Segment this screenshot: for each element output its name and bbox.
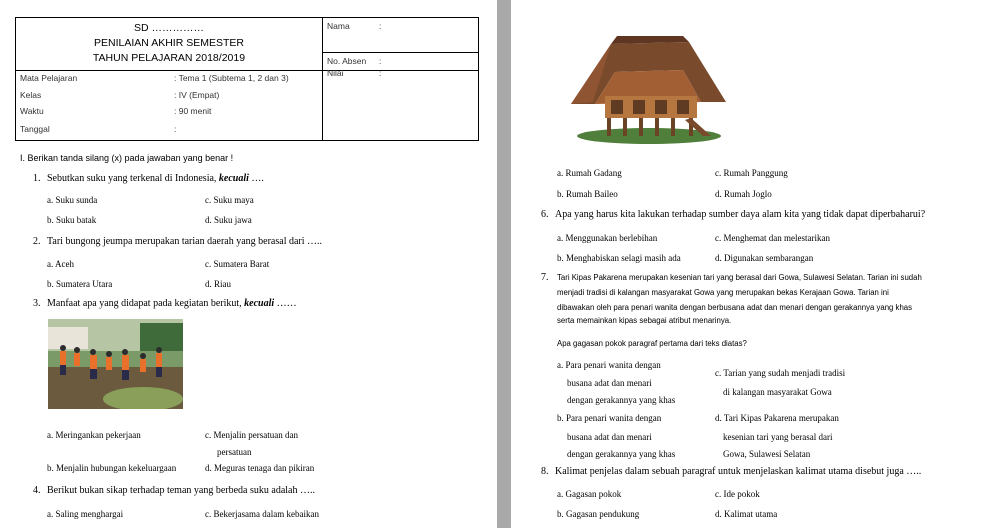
student-cell-bottom <box>323 68 479 141</box>
q7-paragraph-line3: dibawakan oleh para penari wanita dengan berbusana adat dan menari dengan gerakannya yang khas <box>557 303 913 312</box>
traditional-house-illustration <box>571 36 726 146</box>
page-left <box>0 0 497 528</box>
q1-tail: …. <box>248 173 264 184</box>
q2-number: 2. <box>33 236 41 247</box>
name-label: Nama <box>327 21 350 31</box>
q5-option-a[interactable]: a. Rumah Gadang <box>557 168 622 178</box>
q1-option-d[interactable]: d. Suku jawa <box>205 215 252 225</box>
exam-info-cell <box>16 71 323 141</box>
info-label-kelas: Kelas <box>20 90 42 100</box>
info-value-kelas: : IV (Empat) <box>174 90 220 100</box>
q6-option-d[interactable]: d. Digunakan sembarangan <box>715 253 814 263</box>
nilai-colon: : <box>379 68 382 78</box>
q7-option-d-line1[interactable]: d. Tari Kipas Pakarena merupakan <box>715 413 839 423</box>
q8-option-a[interactable]: a. Gagasan pokok <box>557 489 622 499</box>
q3-stem: Manfaat apa yang didapat pada kegiatan berikut, <box>47 298 245 309</box>
q7-option-c-line2: di kalangan masyarakat Gowa <box>723 387 832 397</box>
q1-number: 1. <box>33 173 41 184</box>
q7-option-d-line3: Gowa, Sulawesi Selatan <box>723 449 811 459</box>
q2-option-d[interactable]: d. Riau <box>205 279 231 289</box>
q7-paragraph-line1: Tari Kipas Pakarena merupakan kesenian tari yang berasal dari Gowa, Sulawesi Selatan. Tarian ini sudah <box>557 273 922 282</box>
exam-title-cell <box>16 18 323 71</box>
q1-option-c[interactable]: c. Suku maya <box>205 195 254 205</box>
exam-year: TAHUN PELAJARAN 2018/2019 <box>92 52 246 64</box>
student-cell-top <box>323 18 479 71</box>
name-colon: : <box>379 21 382 31</box>
q3-option-c-line2: persatuan <box>217 447 252 457</box>
q4-option-c[interactable]: c. Bekerjasama dalam kebaikan <box>205 509 319 519</box>
q4-number: 4. <box>33 485 41 496</box>
q4-option-a[interactable]: a. Saling menghargai <box>47 509 124 519</box>
q8-text: Kalimat penjelas dalam sebuah paragraf untuk menjelaskan kalimat utama disebut juga ….. <box>555 466 922 477</box>
q7-paragraph-line4: serta memainkan kipas sebagai atribut menarinya. <box>557 316 732 325</box>
q1-stem: Sebutkan suku yang terkenal di Indonesia, <box>47 173 219 184</box>
instruction-text: I. Berikan tanda silang (x) pada jawaban yang benar ! <box>20 153 234 163</box>
q7-option-b-line3: dengan gerakannya yang khas <box>567 449 676 459</box>
q7-option-a-line1[interactable]: a. Para penari wanita dengan <box>557 360 661 370</box>
q3-option-c-line1[interactable]: c. Menjalin persatuan dan <box>205 430 298 440</box>
q7-option-d-line2: kesenian tari yang berasal dari <box>723 432 833 442</box>
info-label-waktu: Waktu <box>20 106 44 116</box>
page-right <box>511 0 1005 528</box>
q7-option-b-line1[interactable]: b. Para penari wanita dengan <box>557 413 662 423</box>
info-value-mapel: : Tema 1 (Subtema 1, 2 dan 3) <box>174 73 289 83</box>
q1-text <box>47 173 264 184</box>
q3-text <box>47 298 297 309</box>
q7-option-a-line3: dengan gerakannya yang khas <box>567 395 676 405</box>
q6-text: Apa yang harus kita lakukan terhadap sumber daya alam kita yang tidak dapat diperbaharui? <box>555 209 926 220</box>
q3-number: 3. <box>33 298 41 309</box>
q7-option-c-line1[interactable]: c. Tarian yang sudah menjadi tradisi <box>715 368 846 378</box>
absen-colon: : <box>379 56 382 66</box>
info-label-tanggal: Tanggal <box>20 124 50 134</box>
q7-option-b-line2: busana adat dan menari <box>567 432 652 442</box>
q1-option-b[interactable]: b. Suku batak <box>47 215 97 225</box>
q5-option-d[interactable]: d. Rumah Joglo <box>715 189 772 199</box>
page-gutter <box>497 0 511 528</box>
student-divider <box>323 52 478 53</box>
info-value-tanggal: : <box>174 124 177 134</box>
q2-option-c[interactable]: c. Sumatera Barat <box>205 259 270 269</box>
q6-option-b[interactable]: b. Menghabiskan selagi masih ada <box>557 253 681 263</box>
q3-tail: …… <box>274 298 297 309</box>
q7-question: Apa gagasan pokok paragraf pertama dari teks diatas? <box>557 339 747 348</box>
q3-option-a[interactable]: a. Meringankan pekerjaan <box>47 430 141 440</box>
q3-option-d[interactable]: d. Meguras tenaga dan pikiran <box>205 463 315 473</box>
q3-option-b[interactable]: b. Menjalin hubungan kekeluargaan <box>47 463 177 473</box>
q7-number: 7. <box>541 272 549 283</box>
q6-option-a[interactable]: a. Menggunakan berlebihan <box>557 233 658 243</box>
q1-emphasis: kecuali <box>218 173 249 184</box>
q7-paragraph-line2: menjadi tradisi di kalangan masyarakat Gowa yang merupakan bekas Kerajaan Gowa. Tarian ini <box>557 288 889 297</box>
exam-header-table <box>15 17 479 141</box>
q8-number: 8. <box>541 466 549 477</box>
q5-option-b[interactable]: b. Rumah Baileo <box>557 189 618 199</box>
school-name: SD …………… <box>133 22 204 34</box>
exam-title: PENILAIAN AKHIR SEMESTER <box>94 37 244 49</box>
info-value-waktu: : 90 menit <box>174 106 212 116</box>
q6-option-c[interactable]: c. Menghemat dan melestarikan <box>715 233 830 243</box>
q8-option-b[interactable]: b. Gagasan pendukung <box>557 509 640 519</box>
q7-option-a-line2: busana adat dan menari <box>567 378 652 388</box>
q1-option-a[interactable]: a. Suku sunda <box>47 195 98 205</box>
q2-text: Tari bungong jeumpa merupakan tarian daerah yang berasal dari ….. <box>47 236 323 247</box>
q8-option-d[interactable]: d. Kalimat utama <box>715 509 778 519</box>
q5-option-c[interactable]: c. Rumah Panggung <box>715 168 788 178</box>
q2-option-b[interactable]: b. Sumatera Utara <box>47 279 113 289</box>
nilai-label: Nilai <box>327 68 344 78</box>
q2-option-a[interactable]: a. Aceh <box>47 259 74 269</box>
info-label-mapel: Mata Pelajaran <box>20 73 78 83</box>
q3-emphasis: kecuali <box>244 298 275 309</box>
gotong-royong-photo <box>48 319 183 409</box>
q6-number: 6. <box>541 209 549 220</box>
absen-label: No. Absen <box>327 56 367 66</box>
q8-option-c[interactable]: c. Ide pokok <box>715 489 760 499</box>
q4-text: Berikut bukan sikap terhadap teman yang berbeda suku adalah ….. <box>47 485 315 496</box>
